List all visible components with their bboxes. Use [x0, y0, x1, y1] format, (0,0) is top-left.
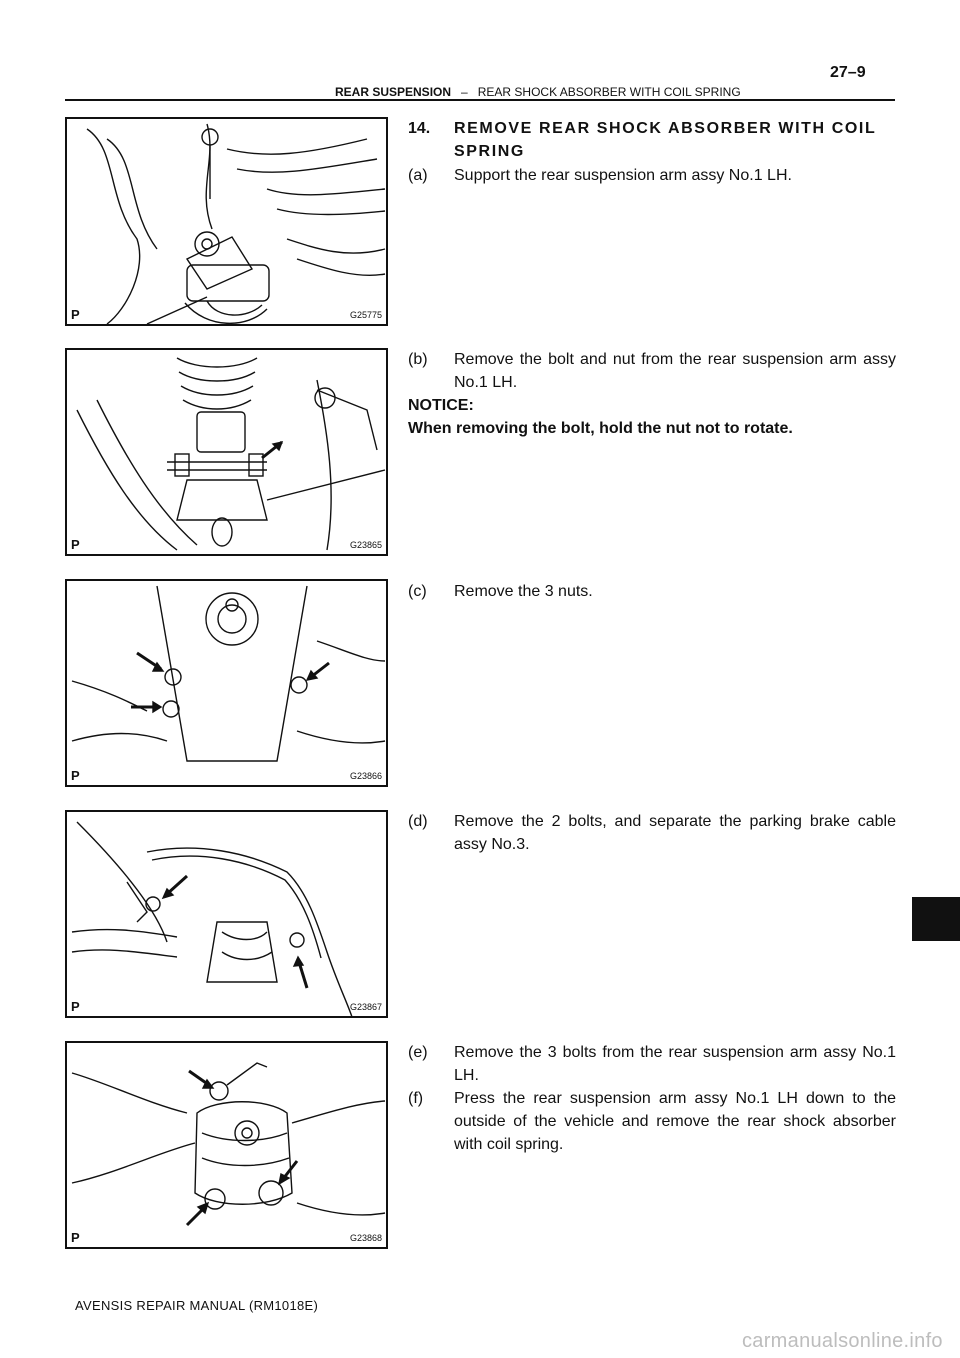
figure-4 — [65, 810, 388, 1018]
step-c-text: Remove the 3 nuts. — [454, 583, 593, 600]
step-title: REMOVE REAR SHOCK ABSORBER WITH COIL SPRING — [454, 120, 877, 160]
figure-2 — [65, 348, 388, 556]
step-a — [408, 164, 896, 187]
step-c-label: (c) — [408, 583, 427, 600]
figure-1-illustration — [67, 119, 388, 326]
notice-text: When removing the bolt, hold the nut not to rotate. — [408, 420, 793, 437]
figure-2-id: G23865 — [349, 540, 382, 550]
figure-1-id: G25775 — [349, 310, 382, 320]
figure-5-id: G23868 — [349, 1233, 382, 1243]
step-d-text: Remove the 2 bolts, and separate the parking brake cable assy No.3. — [454, 813, 896, 853]
step-f — [408, 1087, 896, 1156]
step-c — [408, 580, 896, 603]
header-subsection: REAR SHOCK ABSORBER WITH COIL SPRING — [477, 85, 741, 99]
notice-label: NOTICE: — [408, 397, 474, 414]
step-a-text: Support the rear suspension arm assy No.1 LH. — [454, 167, 792, 184]
step-b — [408, 348, 896, 394]
header-title — [335, 85, 741, 99]
figure-1-label: P — [71, 307, 80, 322]
figure-3-illustration — [67, 581, 388, 787]
step-e — [408, 1041, 896, 1087]
section-tab — [912, 897, 960, 941]
figure-3 — [65, 579, 388, 787]
step-d-label: (d) — [408, 813, 428, 830]
figure-5-illustration — [67, 1043, 388, 1249]
header-separator: – — [461, 85, 468, 99]
figure-4-illustration — [67, 812, 388, 1018]
step-b-text: Remove the bolt and nut from the rear suspension arm assy No.1 LH. — [454, 351, 896, 391]
step-e-label: (e) — [408, 1044, 428, 1061]
figure-4-id: G23867 — [349, 1002, 382, 1012]
step-heading — [408, 117, 896, 163]
figure-1 — [65, 117, 388, 326]
figure-2-illustration — [67, 350, 388, 556]
step-f-text: Press the rear suspension arm assy No.1 LH down to the outside of the vehicle and remove the rear shock absorber with coil spring. — [454, 1090, 896, 1153]
header-rule — [65, 99, 895, 101]
figure-5-label: P — [71, 1230, 80, 1245]
figure-2-label: P — [71, 537, 80, 552]
step-a-label: (a) — [408, 167, 428, 184]
header-section: REAR SUSPENSION — [335, 85, 452, 99]
page-number: 27–9 — [830, 64, 866, 81]
step-d — [408, 810, 896, 856]
step-f-label: (f) — [408, 1090, 424, 1107]
step-b-label: (b) — [408, 351, 428, 368]
step-number: 14. — [408, 120, 431, 137]
figure-5 — [65, 1041, 388, 1249]
watermark: carmanualsonline.info — [742, 1330, 943, 1352]
figure-4-label: P — [71, 999, 80, 1014]
step-e-text: Remove the 3 bolts from the rear suspension arm assy No.1 LH. — [454, 1044, 896, 1084]
figure-3-id: G23866 — [349, 771, 382, 781]
footer-manual-id: AVENSIS REPAIR MANUAL (RM1018E) — [75, 1298, 319, 1313]
figure-3-label: P — [71, 768, 80, 783]
